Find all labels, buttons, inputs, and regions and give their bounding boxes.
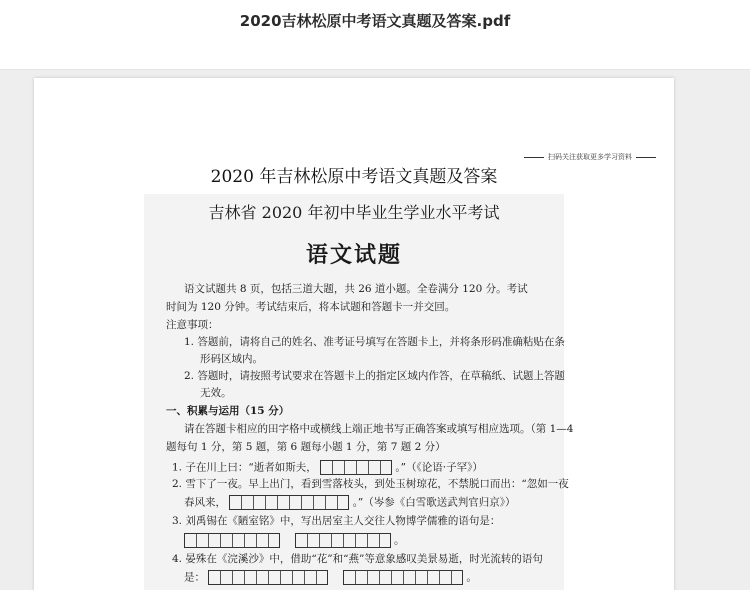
question-1-text-a: 1. 子在川上曰：“逝者如斯夫， — [172, 461, 317, 474]
answer-grid — [295, 533, 391, 548]
answer-grid — [229, 495, 349, 510]
question-1-text-b: 。”（《论语·子罕》） — [395, 461, 483, 474]
question-2-text-c: 。”（岑参《白雪歌送武判官归京》） — [352, 496, 516, 509]
notice-1-line-b: 形码区域内。 — [200, 353, 263, 365]
answer-grid — [320, 460, 392, 475]
intro-line-1: 语文试题共 8 页，包括三道大题，共 26 道小题。全卷满分 120 分。考试 — [184, 283, 528, 295]
exam-heading: 语文试题 — [305, 242, 402, 268]
question-2-line-b — [184, 495, 516, 510]
question-4-text-b: 是： — [184, 571, 205, 584]
answer-grid — [343, 570, 463, 585]
exam-subtitle: 吉林省 2020 年初中毕业生学业水平考试 — [208, 203, 500, 222]
question-4-text-c: 。 — [466, 571, 477, 584]
pdf-page[interactable] — [34, 78, 674, 590]
qr-note-text: 扫码关注获取更多学习资料 — [548, 153, 632, 161]
question-3-line-a: 3. 刘禹锡在《陋室铭》中，写出居室主人交往人物博学儒雅的语句是： — [172, 515, 501, 527]
notice-label: 注意事项： — [166, 319, 219, 331]
notice-2-line-b: 无效。 — [200, 387, 232, 399]
section-1-title: 一、积累与运用（15 分） — [166, 405, 290, 417]
answer-grid — [184, 533, 280, 548]
question-3-text-b: 。 — [394, 534, 405, 547]
qr-note — [524, 152, 656, 162]
instructions-line-a: 请在答题卡相应的田字格中或横线上端正地书写正确答案或填写相应选项。（第 1—4 — [184, 423, 574, 435]
answer-grid — [208, 570, 328, 585]
question-4-line-a: 4. 晏殊在《浣溪沙》中，借助“花”和“燕”等意象感叹美景易逝，时光流转的语句 — [172, 553, 543, 565]
notice-2-line-a: 2. 答题时，请按照考试要求在答题卡上的指定区域内作答，在草稿纸、试题上答题 — [184, 370, 565, 382]
doc-title: 2020 年吉林松原中考语文真题及答案 — [210, 167, 498, 187]
intro-line-2: 时间为 120 分钟。考试结束后，将本试题和答题卡一并交回。 — [166, 301, 456, 313]
instructions-line-b: 题每句 1 分，第 5 题，第 6 题每小题 1 分，第 7 题 2 分） — [166, 441, 446, 453]
viewer-toolbar — [0, 0, 750, 70]
qr-note-rule-left — [524, 157, 544, 158]
question-2-line-a: 2. 雪下了一夜。早上出门，看到雪落枝头，到处玉树琼花，不禁脱口而出：“忽如一夜 — [172, 478, 569, 490]
scanned-exam-image — [144, 194, 574, 590]
file-title: 2020吉林松原中考语文真题及答案.pdf — [239, 12, 511, 30]
question-1 — [172, 460, 483, 475]
qr-note-rule-right — [636, 157, 656, 158]
question-3-line-b — [184, 533, 405, 548]
question-4-line-b — [184, 570, 477, 585]
question-2-text-b: 春风来， — [184, 496, 226, 509]
notice-1-line-a: 1. 答题前，请将自己的姓名、准考证号填写在答题卡上，并将条形码准确粘贴在条 — [184, 336, 565, 348]
